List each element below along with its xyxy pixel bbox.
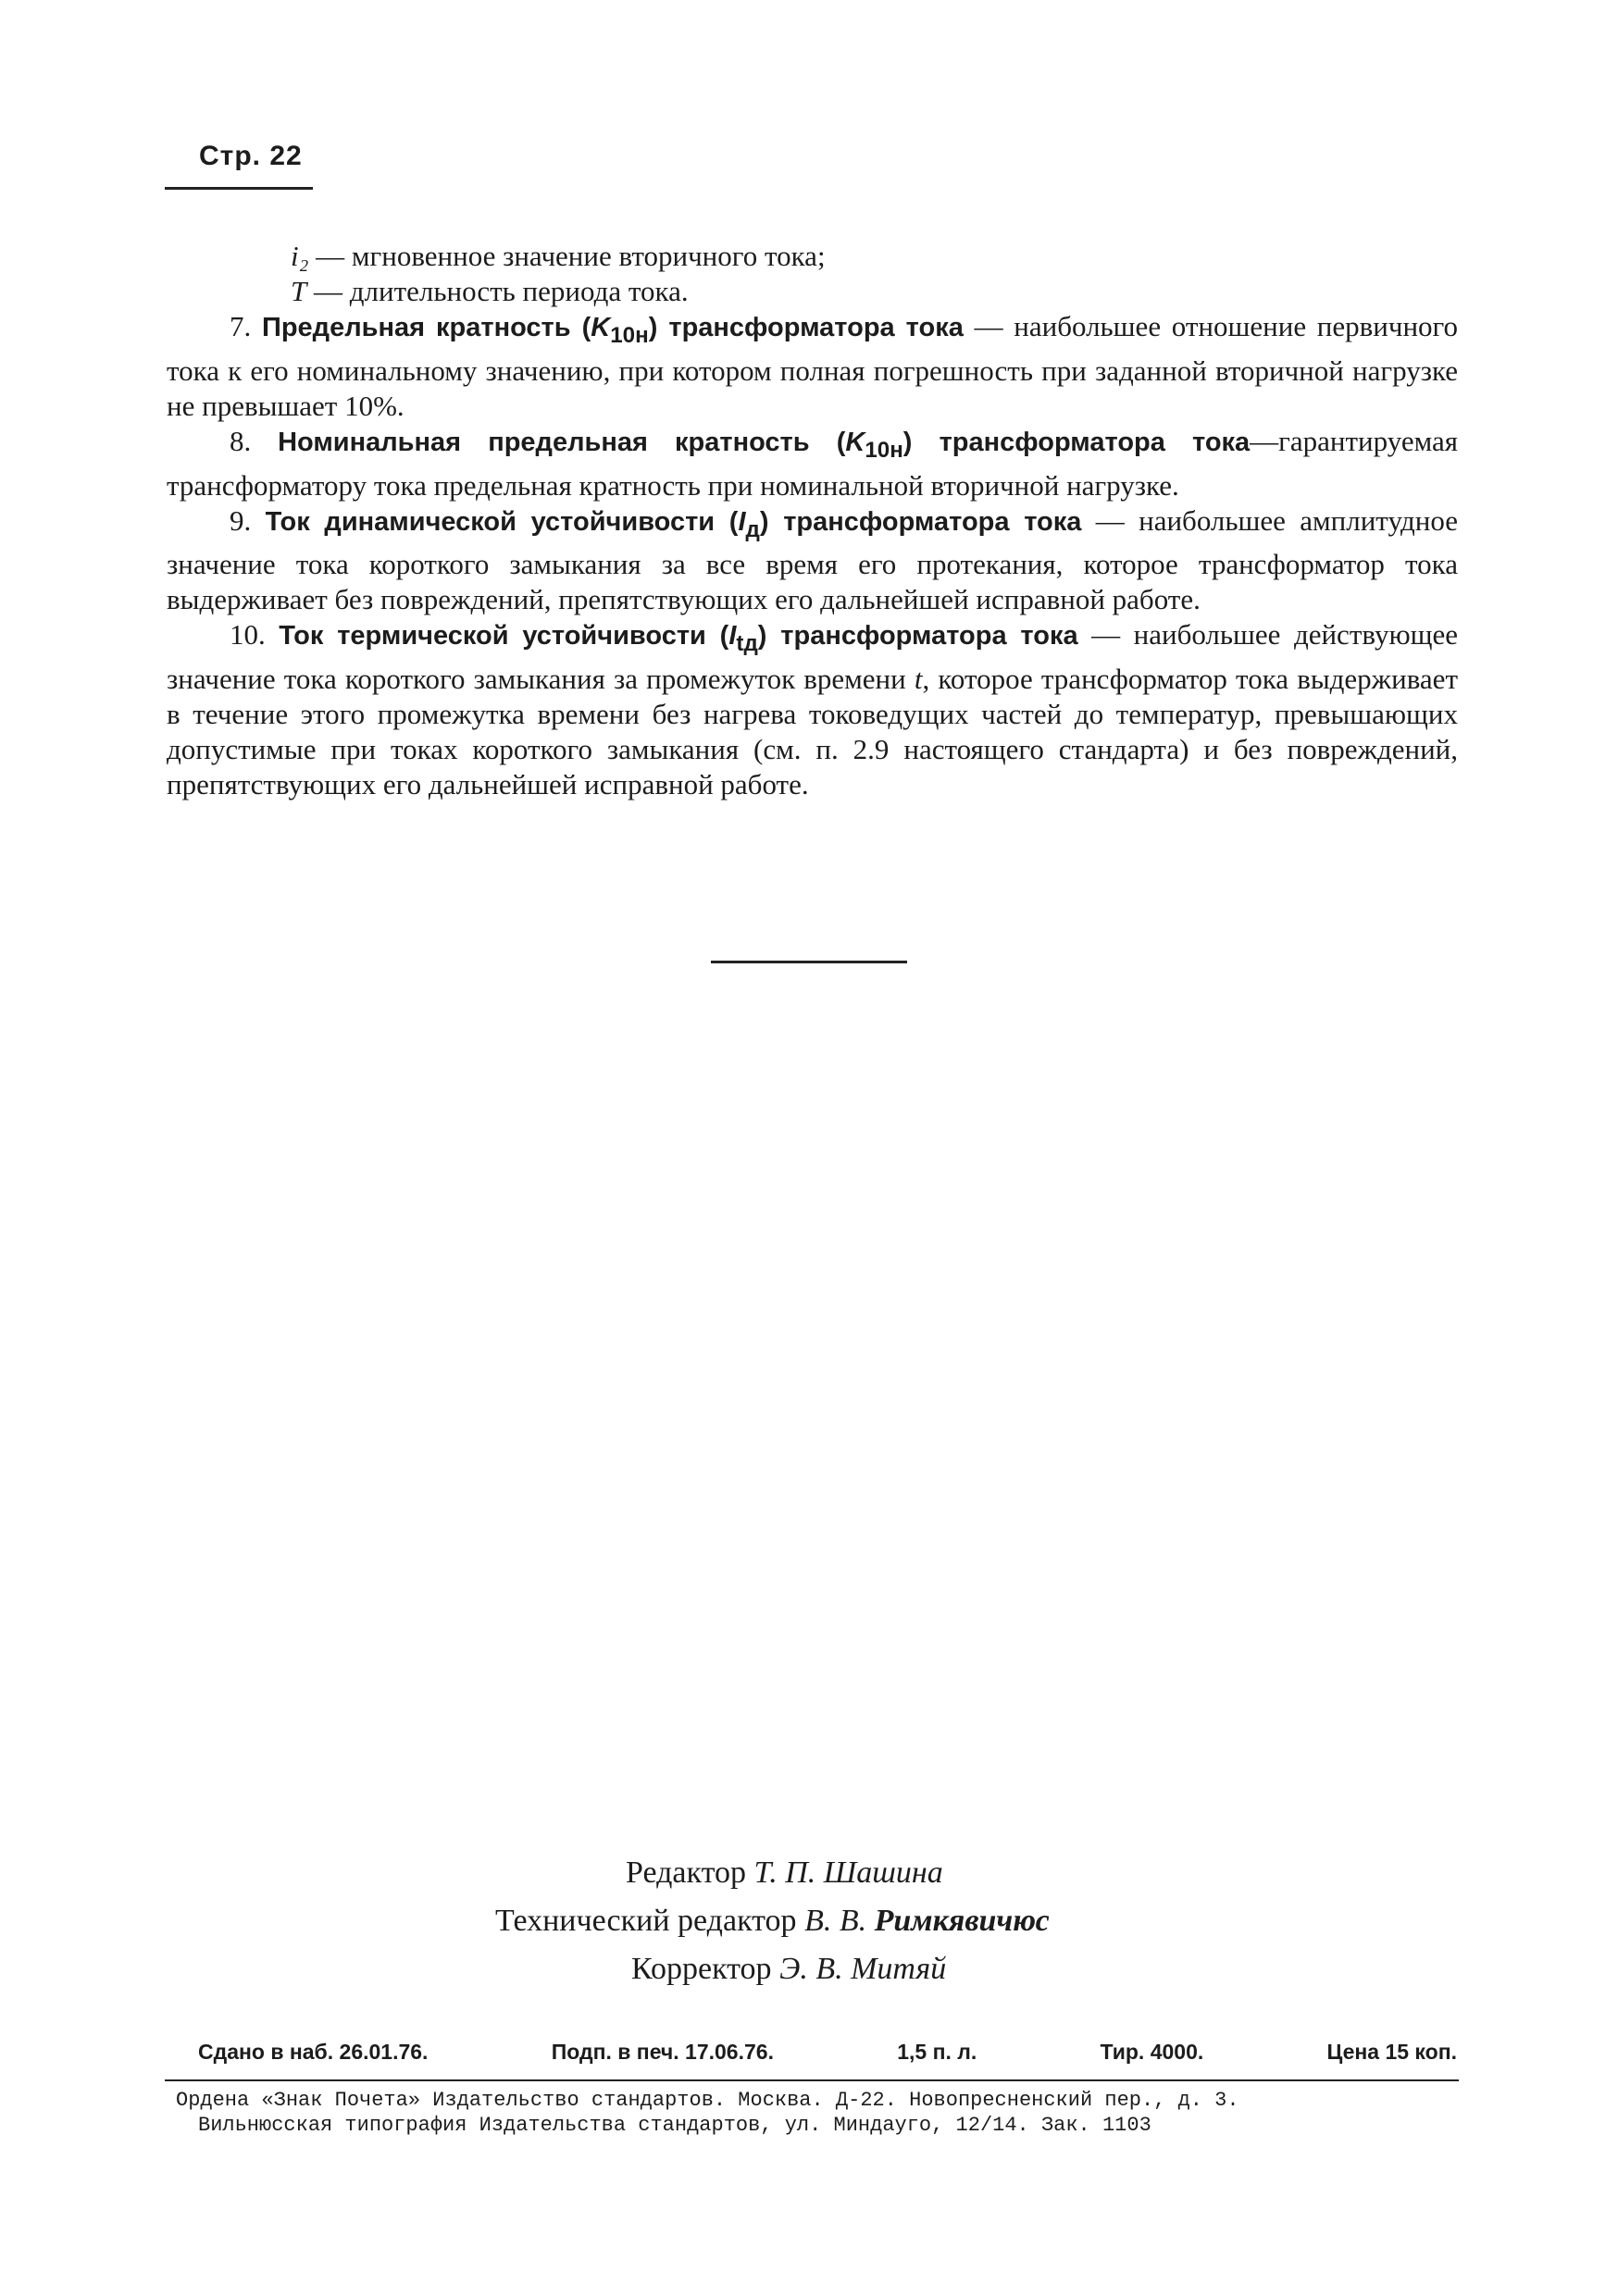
definition-variable: t	[914, 663, 923, 696]
section-end-rule	[711, 961, 907, 963]
publisher-line: Ордена «Знак Почета» Издательство стандартов. Москва. Д-22. Новопресненский пер., д. 3.	[176, 2089, 1239, 2112]
tech-editor-surname: Римкявичюс	[874, 1904, 1050, 1938]
definition-term: Ток динамической устойчивости $(I_д)$ трансформатора тока	[265, 506, 1082, 542]
corrector-name: Э. В. Митяй	[779, 1952, 947, 1986]
price: Цена 15 коп.	[1326, 2040, 1457, 2064]
definition-body-start: — наибольшее действующее значение тока короткого замыкания за промежуток времени	[167, 618, 1458, 696]
definition-body: — наибольшее амплитудное значение тока короткого замыкания за все время его протекания, которое трансформатор тока выдерживает без повреждений, препятствующих его дальнейшей исправной работе.	[167, 503, 1458, 616]
imprint-line	[198, 2040, 1457, 2065]
variable-text: — длительность периода тока.	[306, 275, 689, 307]
definition-body: —гарантируемая трансформатору тока предельная кратность при номинальной вторичной нагрузке.	[167, 424, 1458, 502]
definition-number: 7.	[230, 310, 252, 342]
corrector-line: Корректор Э. В. Митяй	[631, 1952, 947, 1986]
definition-body: , которое трансформатор тока выдерживает в течение этого промежутка времени без нагрева токоведущих частей до температур, превышающих допустимые при токах короткого замыкания (см. п. 2.9 настоящего стандарта) и без повреждений, препятствующих его дальнейшей исправной работе.	[167, 663, 1458, 801]
definition-number: 8.	[230, 424, 252, 457]
definition-number: 9.	[230, 503, 252, 537]
publisher-block	[176, 2088, 1453, 2138]
page-number: Стр. 22	[199, 141, 303, 171]
variable-symbol: i₂	[291, 240, 309, 272]
editor-line: Редактор Т. П. Шашина	[626, 1855, 943, 1890]
submitted-date: Сдано в наб. 26.01.76.	[198, 2040, 429, 2064]
printer-line: Вильнюсская типография Издательства стандартов, ул. Миндауго, 12/14. Зак. 1103	[198, 2114, 1151, 2137]
definition-term: Ток термической устойчивости $(I_{tд})$ трансформатора тока	[279, 621, 1078, 657]
page-number-rule	[165, 187, 313, 190]
signed-date: Подп. в печ. 17.06.76.	[551, 2040, 774, 2064]
print-sheets: 1,5 п. л.	[897, 2040, 977, 2064]
print-run: Тир. 4000.	[1100, 2040, 1204, 2064]
definitions-block	[167, 239, 1458, 802]
definition-10	[167, 617, 1458, 802]
definition-7	[167, 309, 1458, 424]
variable-line-i2	[167, 239, 1458, 274]
imprint-rule	[165, 2079, 1459, 2081]
definition-term: Предельная кратность $(K_{10н})$ трансформатора тока	[261, 313, 964, 348]
tech-editor-line: Технический редактор В. В. Римкявичюс	[495, 1904, 1050, 1938]
definition-body: — наибольшее отношение первичного тока к его номинальному значению, при котором полная погрешность при заданной вторичной нагрузке не превышает 10%.	[167, 310, 1458, 422]
definition-term: Номинальная предельная кратность $(K_{10н})$ трансформатора тока	[278, 427, 1251, 463]
definition-number: 10.	[230, 618, 266, 652]
editor-name: Т. П. Шашина	[753, 1855, 943, 1890]
credits-block	[0, 1849, 1618, 1993]
variable-line-t	[167, 274, 1458, 309]
variable-text: — мгновенное значение вторичного тока;	[308, 240, 826, 272]
definition-9	[167, 503, 1458, 618]
definition-8	[167, 424, 1458, 503]
variable-symbol: T	[291, 275, 307, 307]
